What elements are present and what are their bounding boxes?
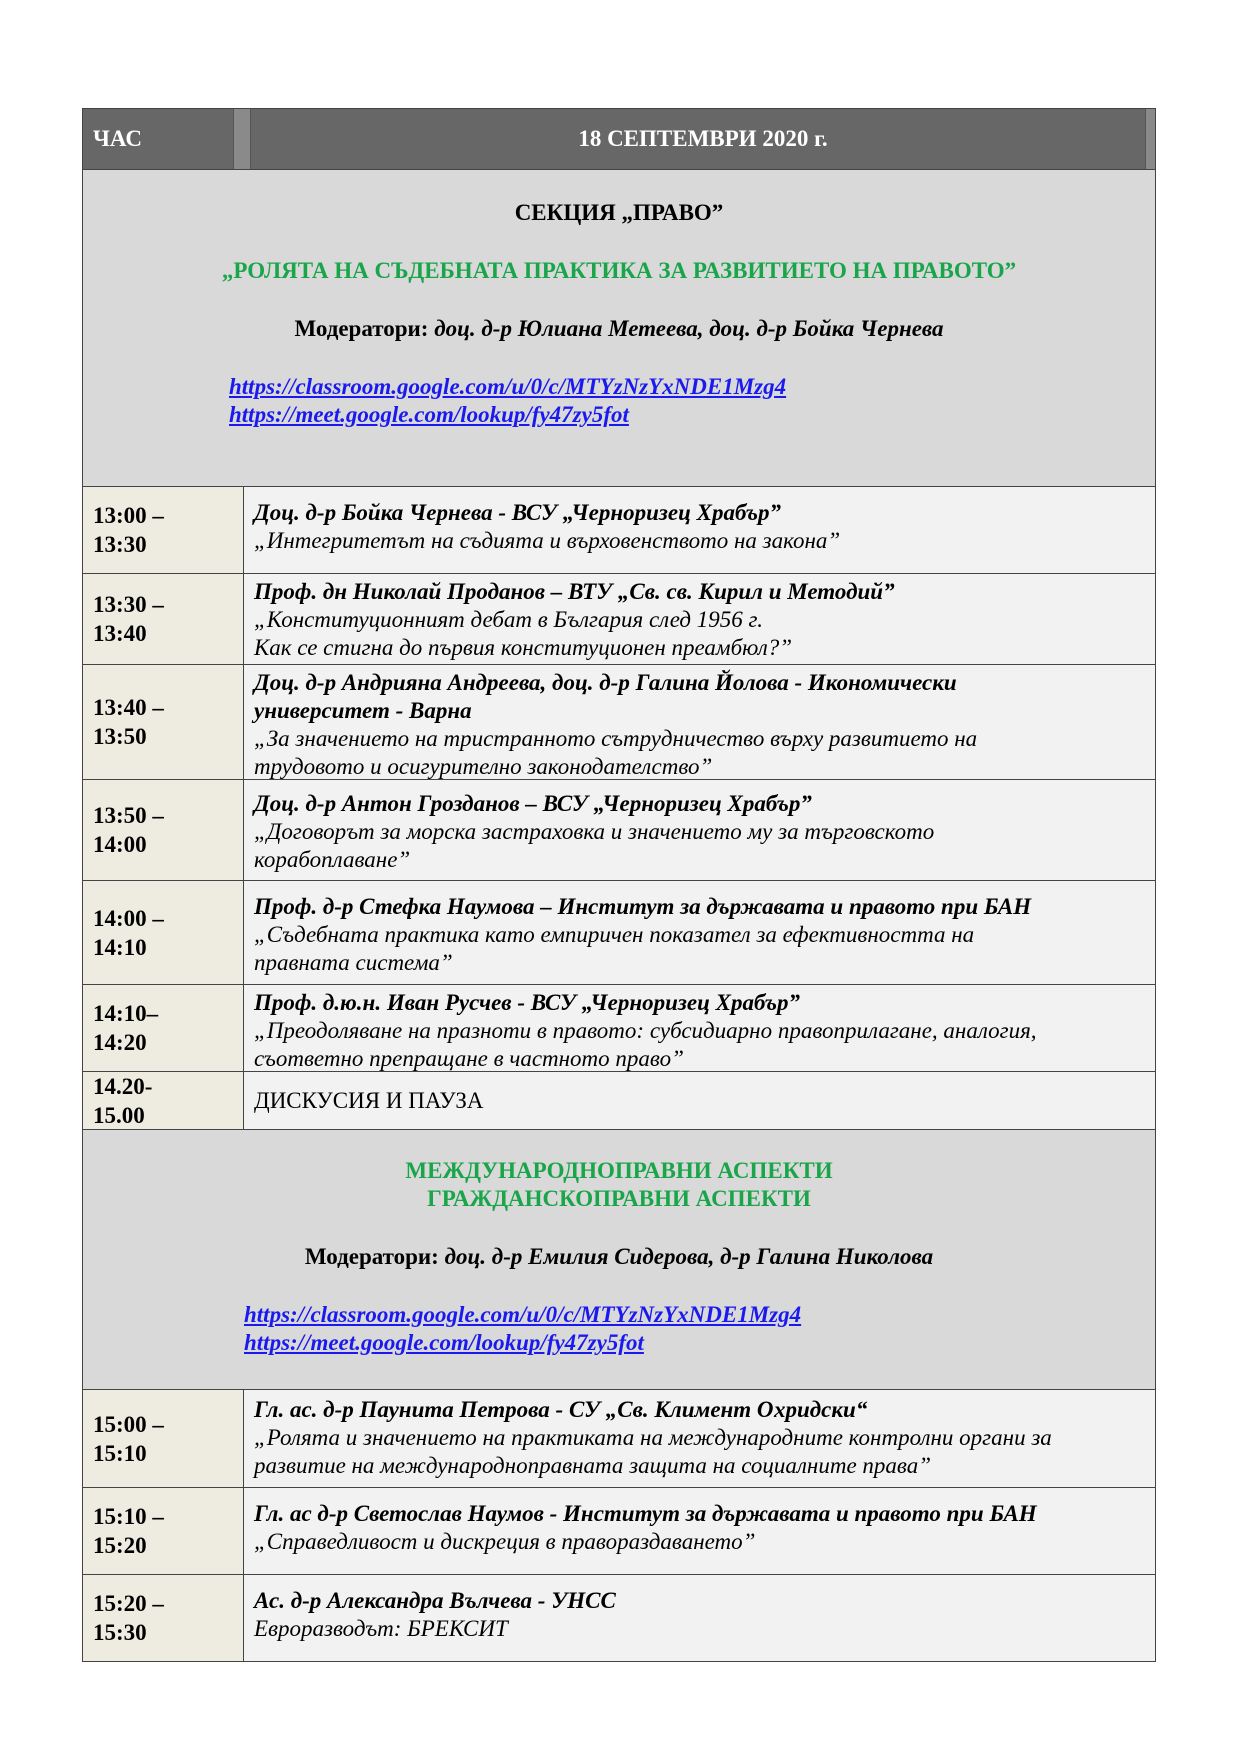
time-end: 13:30 [93,532,147,557]
talk-title: Евроразводът: БРЕКСИТ [254,1616,508,1641]
header-separator [233,109,251,169]
speaker: Доц. д-р Бойка Чернева - ВСУ „Черноризец Храбър” [254,500,781,525]
table-row [82,881,1156,985]
time-start: 13:30 – [93,592,164,617]
time-end: 15.00 [93,1102,145,1128]
section-title-line1: МЕЖДУНАРОДНОПРАВНИ АСПЕКТИ [405,1158,833,1183]
time-end: 15:30 [93,1620,147,1645]
meet-link[interactable]: https://meet.google.com/lookup/fy47zy5fot [229,402,629,427]
talk-title-line2: трудовото и осигурително законодателство” [254,754,713,779]
talk-title: „Интегритетът на съдията и върховенството на закона” [254,528,841,553]
talk-title-line2: Как се стигна до първия конституционен преамбюл?” [254,635,793,660]
time-start: 15:20 – [93,1591,164,1616]
table-row [82,1488,1156,1575]
moderators-names: доц. д-р Емилия Сидерова, д-р Галина Николова [444,1244,934,1269]
speaker: Проф. д.ю.н. Иван Русчев - ВСУ „Черноризец Храбър” [254,990,800,1015]
time-cell [83,1575,244,1661]
talk-title: „Съдебната практика като емпиричен показател за ефективността на [254,922,975,947]
table-row [82,1575,1156,1662]
speaker-line2: университет - Варна [254,698,472,723]
time-end: 14:10 [93,934,147,960]
table-row [82,985,1156,1072]
talk-title: „Преодоляване на празноти в правото: субсидиарно правоприлагане, аналогия, [254,1018,1037,1043]
header-end-cell [1145,109,1155,169]
section-aspects [82,1130,1156,1390]
talk-cell [244,780,1155,880]
talk-title: „Конституционният дебат в България след 1956 г. [254,607,763,632]
talk-cell [244,574,1155,664]
time-end: 14:00 [93,832,147,857]
speaker: Гл. ас д-р Светослав Наумов - Институт за държавата и правото при БАН [254,1501,1037,1526]
talk-cell [244,985,1155,1071]
time-start: 15:10 – [93,1504,164,1529]
time-cell [83,780,244,880]
talk-title: „За значението на тристранното сътрудничество върху развитието на [254,726,978,751]
time-cell [83,1390,244,1487]
time-cell [83,487,244,573]
talk-title-line2: съответно препращане в частното право” [254,1046,684,1071]
classroom-link[interactable]: https://classroom.google.com/u/0/c/MTYzNzYxNDE1Mzg4 [229,374,787,399]
section-title: СЕКЦИЯ „ПРАВО” [514,200,724,225]
time-start: 14:00 – [93,905,164,931]
time-start: 13:40 – [93,695,164,720]
talk-title: „Справедливост и дискреция в правораздаването” [254,1529,756,1554]
break-cell: ДИСКУСИЯ И ПАУЗА [244,1072,1155,1129]
table-header [82,108,1156,170]
talk-cell [244,1488,1155,1574]
table-row [82,780,1156,881]
header-date: 18 СЕПТЕМВРИ 2020 г. [578,126,828,151]
time-start: 14:10– [93,1001,159,1026]
time-end: 13:40 [93,621,147,646]
talk-title-line2: правната система” [254,950,453,975]
time-start: 15:00 – [93,1411,164,1437]
table-row [82,665,1156,780]
section-law [82,170,1156,487]
speaker: Ас. д-р Александра Вълчева - УНСС [254,1588,616,1613]
time-cell [83,574,244,664]
speaker: Гл. ас. д-р Паунита Петрова - СУ „Св. Климент Охридски“ [254,1397,868,1422]
time-cell [83,1072,244,1129]
moderators [83,1244,1155,1270]
moderators [83,316,1155,342]
section-title-line2: ГРАЖДАНСКОПРАВНИ АСПЕКТИ [427,1186,811,1211]
talk-cell [244,1390,1155,1487]
speaker: Доц. д-р Антон Грозданов – ВСУ „Черноризец Храбър” [254,791,812,816]
moderators-label: Модератори: [304,1244,439,1269]
time-end: 15:20 [93,1533,147,1558]
time-end: 14:20 [93,1030,147,1055]
moderators-label: Модератори: [294,316,429,341]
time-end: 15:10 [93,1440,147,1466]
time-cell [83,985,244,1071]
classroom-link[interactable]: https://classroom.google.com/u/0/c/MTYzNzYxNDE1Mzg4 [244,1302,802,1327]
header-time-label: ЧАС [93,126,142,151]
time-start: 14.20- [93,1073,153,1099]
talk-cell [244,881,1155,984]
section-subtitle: „РОЛЯТА НА СЪДЕБНАТА ПРАКТИКА ЗА РАЗВИТИЕТО НА ПРАВОТО” [221,258,1017,283]
meet-link[interactable]: https://meet.google.com/lookup/fy47zy5fot [244,1330,644,1355]
table-row [82,574,1156,665]
time-start: 13:50 – [93,803,164,828]
talk-title: „Договорът за морска застраховка и значението му за търговското [254,819,935,844]
time-start: 13:00 – [93,503,164,528]
table-row [82,1390,1156,1488]
time-cell [83,665,244,779]
table-row [82,487,1156,574]
time-end: 13:50 [93,724,147,749]
time-cell [83,881,244,984]
time-cell [83,1488,244,1574]
talk-cell [244,487,1155,573]
speaker: Доц. д-р Андрияна Андреева, доц. д-р Галина Йолова - Икономически [254,670,957,695]
table-row [82,1072,1156,1130]
talk-title-line2: корабоплаване” [254,847,411,872]
talk-cell [244,665,1155,779]
moderators-names: доц. д-р Юлиана Метеева, доц. д-р Бойка Чернева [434,316,944,341]
talk-title: „Ролята и значението на практиката на международните контролни органи за [254,1425,1052,1450]
talk-title-line2: развитие на международноправната защита на социалните права” [254,1453,932,1478]
speaker: Проф. д-р Стефка Наумова – Институт за държавата и правото при БАН [254,894,1032,919]
speaker: Проф. дн Николай Проданов – ВТУ „Св. св. Кирил и Методий” [254,579,895,604]
talk-cell [244,1575,1155,1661]
